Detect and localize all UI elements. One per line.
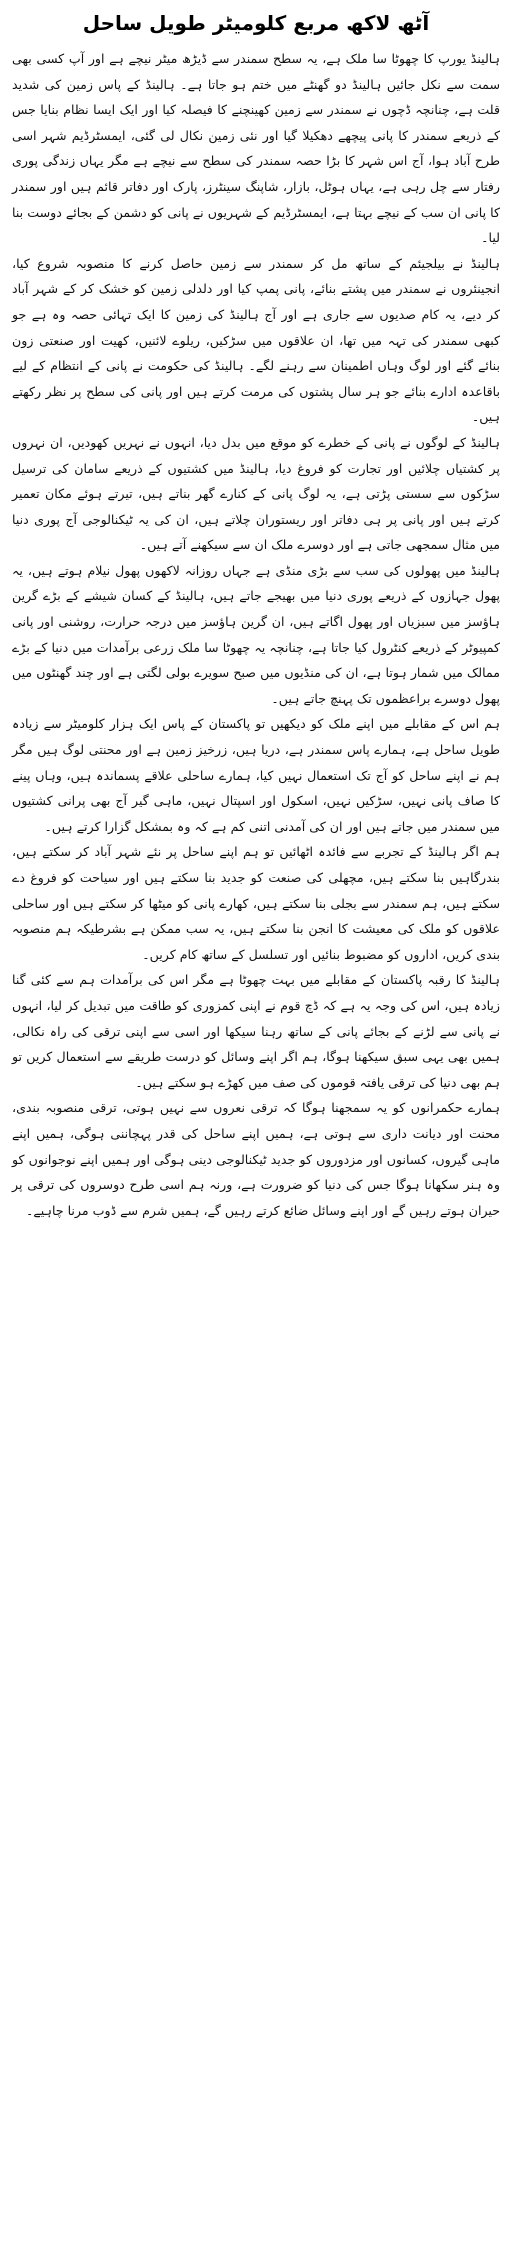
article-headline: آٹھ لاکھ مربع کلومیٹر طویل ساحل <box>82 11 430 35</box>
article-paragraph-1: ہالینڈ یورپ کا چھوٹا سا ملک ہے، یہ سطح سمندر سے ڈیڑھ میٹر نیچے ہے اور آپ کسی بھی سمت سے نکل جائیں ہالینڈ دو گھنٹے میں ختم ہو جاتا ہے۔ ہالینڈ کے پاس زمین کی شدید قلت ہے، چنانچہ ڈچوں نے سمندر سے زمین کھینچنے کا فیصلہ کیا اور ایک ایسا نظام بنایا جس کے ذریعے سمندر کا پانی پیچھے دھکیلا گیا اور نئی زمین نکال لی گئی، ایمسٹرڈیم شہر اسی طرح آباد ہوا، آج اس شہر کا بڑا حصہ سمندر کی سطح سے نیچے ہے مگر یہاں زندگی پوری رفتار سے چل رہی ہے، یہاں ہوٹل، بازار، شاپنگ سینٹرز، پارک اور دفاتر قائم ہیں اور سمندر کا پانی ان سب کے نیچے بہتا ہے، ایمسٹرڈیم کے شہریوں نے پانی کو دشمن کے بجائے دوست بنا لیا۔ <box>12 51 500 246</box>
article-body <box>12 46 500 1223</box>
article-paragraph-6: ہم اگر ہالینڈ کے تجربے سے فائدہ اٹھائیں تو ہم اپنے ساحل پر نئے شہر آباد کر سکتے ہیں، بندرگاہیں بنا سکتے ہیں، مچھلی کی صنعت کو جدید بنا سکتے ہیں اور سیاحت کو فروغ دے سکتے ہیں، ہم سمندر سے بجلی بنا سکتے ہیں، کھارے پانی کو میٹھا کر سکتے ہیں اور ساحلی علاقوں کو ملک کی معیشت کا انجن بنا سکتے ہیں، یہ سب ممکن ہے بشرطیکہ ہم منصوبہ بندی کریں، اداروں کو مضبوط بنائیں اور تسلسل کے ساتھ کام کریں۔ <box>12 844 500 962</box>
article-paragraph-3: ہالینڈ کے لوگوں نے پانی کے خطرے کو موقع میں بدل دیا، انہوں نے نہریں کھودیں، ان نہروں پر کشتیاں چلائیں اور تجارت کو فروغ دیا، ہالینڈ میں کشتیوں کے ذریعے سامان کی ترسیل سڑکوں سے سستی پڑتی ہے، یہ لوگ پانی کے کنارے گھر بناتے ہیں، تیرتے ہوئے مکان تعمیر کرتے ہیں اور پانی پر ہی دفاتر اور ریستوران چلاتے ہیں، ان کی یہ ٹیکنالوجی آج پوری دنیا میں مثال سمجھی جاتی ہے اور دوسرے ملک ان سے سیکھنے آتے ہیں۔ <box>12 434 500 553</box>
article-paragraph-8: ہمارے حکمرانوں کو یہ سمجھنا ہوگا کہ ترقی نعروں سے نہیں ہوتی، ترقی منصوبہ بندی، محنت اور دیانت داری سے ہوتی ہے، ہمیں اپنے ساحل کی قدر پہچاننی ہوگی، ہمیں اپنے ماہی گیروں، کسانوں اور مزدوروں کو جدید ٹیکنالوجی دینی ہوگی اور ہمیں اپنے نوجوانوں کو وہ ہنر سکھانا ہوگا جس کی دنیا کو ضرورت ہے، ورنہ ہم اسی طرح دوسروں کی ترقی پر حیران ہوتے رہیں گے اور اپنے وسائل ضائع کرتے رہیں گے، ہمیں شرم سے ڈوب مرنا چاہیے۔ <box>12 1100 500 1218</box>
article-paragraph-5: ہم اس کے مقابلے میں اپنے ملک کو دیکھیں تو پاکستان کے پاس ایک ہزار کلومیٹر سے زیادہ طویل ساحل ہے، ہمارے پاس سمندر ہے، دریا ہیں، زرخیز زمین ہے اور محنتی لوگ ہیں مگر ہم نے اپنے ساحل کو آج تک استعمال نہیں کیا، ہمارے ساحلی علاقے پسماندہ ہیں، وہاں پینے کا صاف پانی نہیں، سڑکیں نہیں، اسکول اور اسپتال نہیں، ماہی گیر آج بھی پرانی کشتیوں میں سمندر میں جاتے ہیں اور ان کی آمدنی اتنی کم ہے کہ وہ بمشکل گزارا کرتے ہیں۔ <box>12 716 500 834</box>
article-paragraph-2: ہالینڈ نے بیلجیئم کے ساتھ مل کر سمندر سے زمین حاصل کرنے کا منصوبہ شروع کیا، انجینئروں نے سمندر میں پشتے بنائے، پانی پمپ کیا اور دلدلی زمین کو خشک کر کے شہر آباد کر دیے، یہ کام صدیوں سے جاری ہے اور آج ہالینڈ کی زمین کا ایک تہائی حصہ وہ ہے جو کبھی سمندر کی تہہ میں تھا، ان علاقوں میں سڑکیں، ریلوے لائنیں، کھیت اور صنعتی زون بنائے گئے اور لوگ وہاں اطمینان سے رہنے لگے۔ ہالینڈ کی حکومت نے پانی کے انتظام کے لیے باقاعدہ ادارے بنائے جو ہر سال پشتوں کی مرمت کرتے ہیں اور پانی کی سطح پر نظر رکھتے ہیں۔ <box>12 255 500 425</box>
article-paragraph-7: ہالینڈ کا رقبہ پاکستان کے مقابلے میں بہت چھوٹا ہے مگر اس کی برآمدات ہم سے کئی گنا زیادہ ہیں، اس کی وجہ یہ ہے کہ ڈچ قوم نے اپنی کمزوری کو طاقت میں تبدیل کر لیا، انہوں نے پانی سے لڑنے کے بجائے پانی کے ساتھ رہنا سیکھا اور اسی سے اپنی ترقی کی راہ نکالی، ہمیں بھی یہی سبق سیکھنا ہوگا، ہم اگر اپنے وسائل کو درست طریقے سے استعمال کریں تو ہم بھی دنیا کی ترقی یافتہ قوموں کی صف میں کھڑے ہو سکتے ہیں۔ <box>12 972 500 1090</box>
article-paragraph-4: ہالینڈ میں پھولوں کی سب سے بڑی منڈی ہے جہاں روزانہ لاکھوں پھول نیلام ہوتے ہیں، یہ پھول جہازوں کے ذریعے پوری دنیا میں بھیجے جاتے ہیں، ہالینڈ کے کسان شیشے کے بڑے گرین ہاؤسز میں سبزیاں اور پھول اگاتے ہیں، ان گرین ہاؤسز میں درجہ حرارت، روشنی اور پانی کمپیوٹر کے ذریعے کنٹرول کیا جاتا ہے، چنانچہ یہ چھوٹا سا ملک زرعی برآمدات میں دنیا کے بڑے ممالک میں شمار ہوتا ہے، ان کی منڈیوں میں صبح سویرے بولی لگتی ہے اور چند گھنٹوں میں پھول دوسرے براعظموں تک پہنچ جاتے ہیں۔ <box>12 562 500 706</box>
